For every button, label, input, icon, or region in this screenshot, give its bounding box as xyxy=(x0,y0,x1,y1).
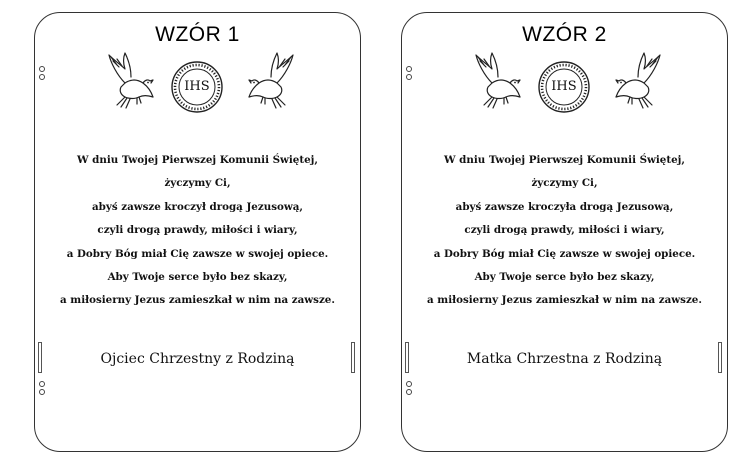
binding-hole-icon xyxy=(406,389,412,395)
binding-hole-icon xyxy=(39,389,45,395)
binding-holes-top xyxy=(406,66,414,86)
signature-text: Ojciec Chrzestny z Rodziną xyxy=(100,351,295,367)
ihs-emblem-label: IHS xyxy=(551,79,577,94)
verse-text xyxy=(408,149,721,313)
ihs-emblem-icon xyxy=(170,60,224,114)
verse-line: a miłosierny Jezus zamieszkał w nim na zawsze. xyxy=(60,294,335,307)
verse-line: a Dobry Bóg miał Cię zawsze w swojej opiece. xyxy=(433,247,696,260)
verse-text xyxy=(41,149,354,313)
binding-hole-icon xyxy=(39,66,45,72)
verse-line: abyś zawsze kroczyła drogą Jezusową, xyxy=(455,200,674,213)
dove-icon xyxy=(247,53,299,109)
verse-line: Aby Twoje serce było bez skazy, xyxy=(474,270,655,283)
card-title: WZÓR 2 xyxy=(522,23,607,46)
dove-icon xyxy=(614,53,666,109)
binding-hole-icon xyxy=(406,74,412,80)
verse-line: czyli drogą prawdy, miłości i wiary, xyxy=(464,224,665,237)
verse-line: abyś zawsze kroczył drogą Jezusową, xyxy=(92,200,303,213)
card-template-2 xyxy=(401,12,728,452)
binding-hole-icon xyxy=(39,381,45,387)
binding-hole-icon xyxy=(39,74,45,80)
binding-holes-bottom xyxy=(39,381,47,401)
binding-holes-top xyxy=(39,66,47,86)
verse-line: czyli drogą prawdy, miłości i wiary, xyxy=(97,224,298,237)
verse-line: W dniu Twojej Pierwszej Komunii Świętej, xyxy=(77,154,318,166)
card-template-1 xyxy=(34,12,361,452)
verse-line: W dniu Twojej Pierwszej Komunii Świętej, xyxy=(444,154,685,166)
verse-line: Aby Twoje serce było bez skazy, xyxy=(107,270,288,283)
binding-holes-bottom xyxy=(406,381,414,401)
ihs-emblem-label: IHS xyxy=(184,79,210,94)
signature-text: Matka Chrzestna z Rodziną xyxy=(466,351,663,367)
verse-line: życzymy Ci, xyxy=(164,177,231,190)
verse-line: życzymy Ci, xyxy=(531,177,598,190)
binding-hole-icon xyxy=(406,66,412,72)
dove-icon xyxy=(470,53,522,109)
card-title: WZÓR 1 xyxy=(155,23,240,46)
dove-icon xyxy=(103,53,155,109)
verse-line: a miłosierny Jezus zamieszkał w nim na zawsze. xyxy=(427,294,702,307)
binding-hole-icon xyxy=(406,381,412,387)
ihs-emblem-icon xyxy=(537,60,591,114)
verse-line: a Dobry Bóg miał Cię zawsze w swojej opiece. xyxy=(66,247,329,260)
